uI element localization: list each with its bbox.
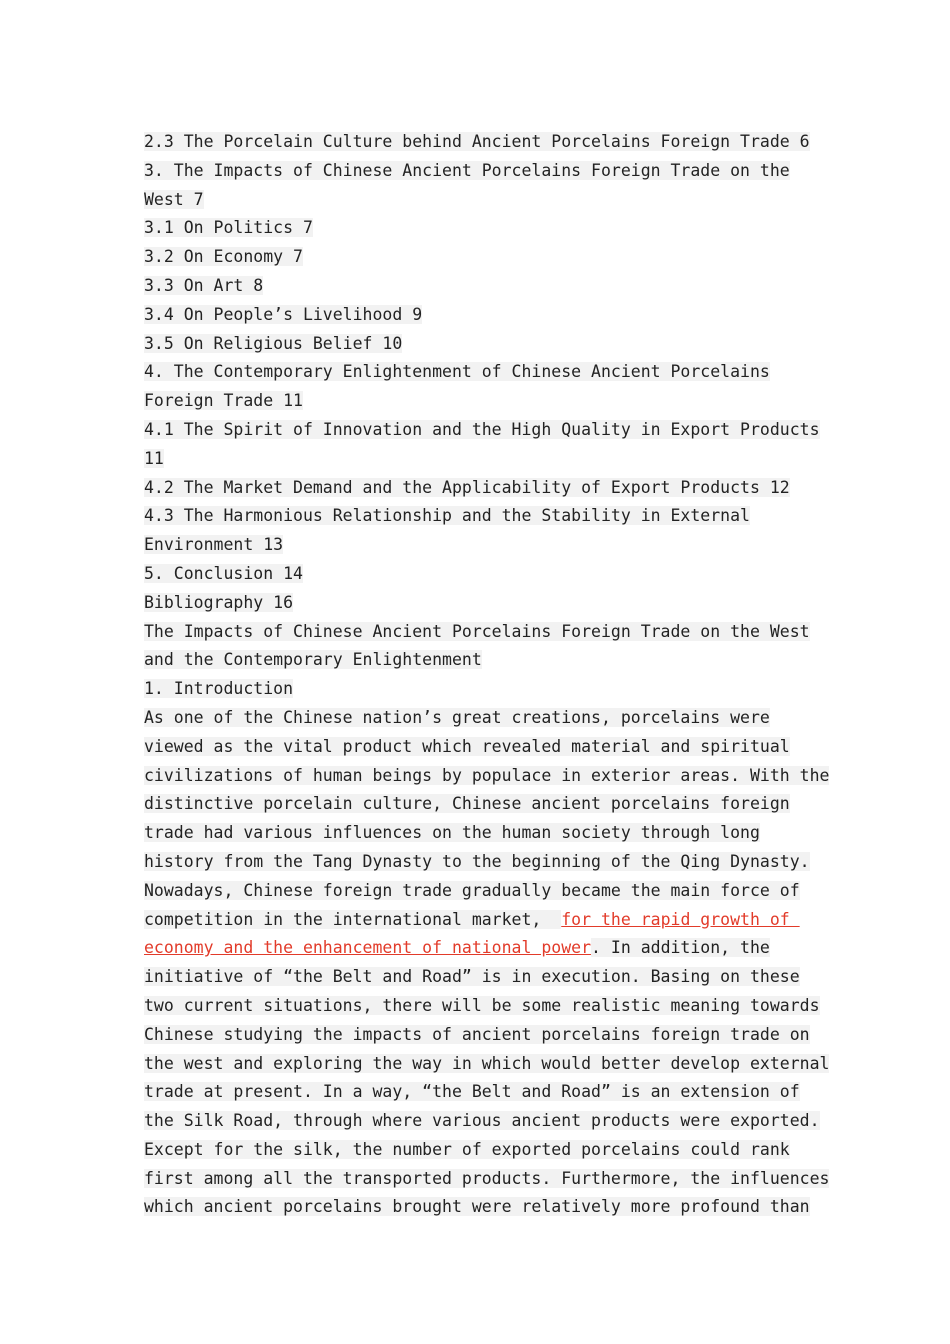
toc-line: 3. The Impacts of Chinese Ancient Porcelains Foreign Trade on the [144, 160, 790, 180]
title-line-2: and the Contemporary Enlightenment [144, 650, 482, 670]
paragraph-line: initiative of “the Belt and Road” is in execution. Basing on these [144, 967, 800, 987]
paragraph-line: first among all the transported products. Furthermore, the influences [144, 1168, 830, 1188]
paragraph-line: viewed as the vital product which revealed material and spiritual [144, 736, 790, 756]
toc-line: Foreign Trade 11 [144, 391, 303, 411]
toc-line: 3.5 On Religious Belief 10 [144, 333, 403, 353]
toc-line: 4.1 The Spirit of Innovation and the High Quality in Export Products [144, 419, 820, 439]
toc-line: 2.3 The Porcelain Culture behind Ancient Porcelains Foreign Trade 6 [144, 132, 810, 151]
toc-line: Bibliography 16 [144, 592, 294, 612]
toc-line: 5. Conclusion 14 [144, 563, 303, 583]
toc-line: 11 [144, 448, 164, 468]
paragraph-line: the west and exploring the way in which would better develop external [144, 1053, 830, 1073]
paragraph-line: the Silk Road, through where various ancient products were exported. [144, 1111, 820, 1131]
title-line-1: The Impacts of Chinese Ancient Porcelains Foreign Trade on the West [144, 621, 810, 641]
body-paragraph [144, 704, 830, 1222]
toc-line: Environment 13 [144, 535, 284, 555]
table-of-contents [144, 128, 820, 618]
toc-line: 3.4 On People’s Livelihood 9 [144, 304, 423, 324]
paragraph-line: civilizations of human beings by populace in exterior areas. With the [144, 765, 830, 785]
document-page [144, 128, 830, 1222]
paragraph-line: trade at present. In a way, “the Belt and Road” is an extension of [144, 1082, 800, 1102]
toc-line: 3.1 On Politics 7 [144, 218, 313, 238]
paragraph-line: Chinese studying the impacts of ancient porcelains foreign trade on [144, 1024, 810, 1044]
paragraph-line: trade had various influences on the human society through long [144, 823, 760, 843]
toc-line: 4.3 The Harmonious Relationship and the Stability in External [144, 506, 750, 526]
toc-line: 4.2 The Market Demand and the Applicability of Export Products 12 [144, 477, 790, 497]
paragraph-line: As one of the Chinese nation’s great creations, porcelains were [144, 707, 770, 727]
hyperlink-part-1[interactable]: for the rapid growth of [561, 909, 800, 929]
hyperlink-part-2[interactable]: economy and the enhancement of national power [144, 938, 592, 958]
toc-line: 3.3 On Art 8 [144, 275, 264, 295]
paragraph-line: distinctive porcelain culture, Chinese ancient porcelains foreign [144, 794, 790, 814]
paragraph-line: two current situations, there will be some realistic meaning towards [144, 995, 820, 1015]
paragraph-line: history from the Tang Dynasty to the beginning of the Qing Dynasty. [144, 851, 810, 871]
paragraph-line: which ancient porcelains brought were relatively more profound than [144, 1197, 810, 1217]
toc-line: 4. The Contemporary Enlightenment of Chinese Ancient Porcelains [144, 362, 770, 382]
section-heading: 1. Introduction [144, 679, 294, 699]
toc-line: 3.2 On Economy 7 [144, 247, 303, 267]
paragraph-line: Except for the silk, the number of exported porcelains could rank [144, 1139, 790, 1159]
paragraph-line: Nowadays, Chinese foreign trade gradually became the main force of [144, 880, 800, 900]
document-title [144, 618, 816, 676]
paragraph-line: . In addition, the [591, 938, 770, 958]
paragraph-line: competition in the international market, [144, 909, 562, 929]
toc-line: West 7 [144, 189, 204, 209]
